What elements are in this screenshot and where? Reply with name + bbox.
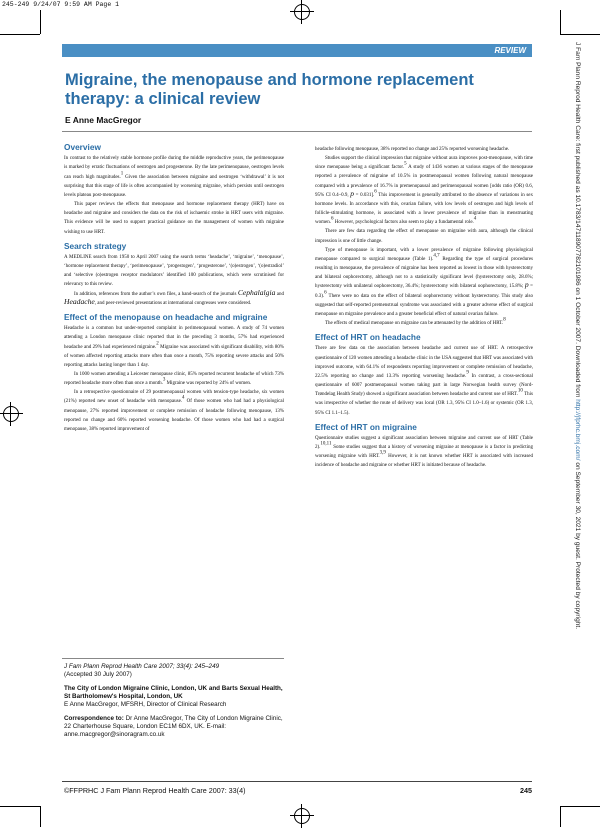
registration-mark-icon <box>3 406 19 422</box>
article-title: Migraine, the menopause and hormone replacement therapy: a clinical review <box>65 71 474 108</box>
title-divider <box>62 131 532 132</box>
text-run: Headache <box>64 296 95 306</box>
citation-ref: However, it is not known whether HRT is associated with increased incidence of headache and migraine or whether HRT is initiated because of headache. <box>315 454 533 469</box>
journal-footer: ©FFPRHC J Fam Plann Reprod Health Care 2007: 33(4) <box>64 786 246 795</box>
citation-ref: 9 <box>466 370 469 376</box>
citation-ref: This improvement is generally attributed to the absence of variations in sex hormone levels. In accordance with this, ovarian failure, with low levels of oestrogen and high levels of follicle-stimulating hormone, is associated with a lower prevalence of migraine than in menstruating women. <box>315 192 533 226</box>
footnotes <box>64 663 284 739</box>
crop-mark <box>560 34 600 35</box>
citation-ref: A MEDLINE search from 1950 to April 2007 using the search terms ‘headache’, ‘migraine’, ‘menopause’, ‘hormone replacement therapy’, ‘perimenopause’, ‘progestogen’, ‘progesterone’, ‘(o)estrogen’, ‘(o)estradiol’ and ‘selective (o)estrogen receptor modulators’ identified 100 publications, which were scrutinised for relevancy to this review. <box>64 255 284 288</box>
citation-ref: 6 <box>324 289 327 295</box>
citation-ref: However, psychological factors also seem to play a fundamental role. <box>333 220 474 226</box>
correspondence <box>64 715 284 739</box>
paragraph <box>64 288 284 306</box>
crop-mark <box>0 806 40 807</box>
author-name: E Anne MacGregor <box>65 115 142 125</box>
citation-ref: Of those women who had had a physiological menopause, 27% reported improvement or complete remission of headache following menopause, 13% reported no change and 60% reported worsening headache. Of those women who had had a surgical menopause, 38% reported improvement of <box>64 399 284 432</box>
paragraph <box>64 251 284 288</box>
journal-citation: J Fam Plann Reprod Health Care 2007; 33(4): 245–249 <box>64 663 220 670</box>
correspondence-label: Correspondence to: <box>64 715 124 722</box>
citation-ref: 4,7 <box>433 253 440 259</box>
right-column <box>315 143 533 469</box>
citation-ref: In contrast, a cross-sectional questionnaire of 6007 postmenopausal women taking part in large Norwegian health survey (Nord-Trøndelag Health Study) showed a significant association between headache and current use of HRT. <box>315 373 533 398</box>
section-heading: Overview <box>64 142 101 152</box>
section-heading: Effect of HRT on migraine <box>315 421 417 432</box>
paragraph <box>64 386 284 432</box>
citation-ref: 6 <box>330 216 334 222</box>
citation-ref: There are few data regarding the effect of menopause on migraine with aura, although the clinical impression is one of little change. <box>315 229 533 244</box>
paragraph <box>315 152 533 225</box>
crop-mark <box>560 806 600 807</box>
citation-ref: A study of 1436 women at various stages of the menopause reported a prevalence of migraine of 10.5% in postmenopausal women following natural menopause compared with a prevalence of 16.7% in premenopausal and perimenopausal women [odds ratio (OR) 0.6, 95% CI 0.4–0.9, <box>315 165 533 198</box>
crop-mark <box>40 10 41 34</box>
page-number: 245 <box>520 786 532 795</box>
citation-ref: There were no data on the effect of bilateral oophorectomy without hysterectomy. This study also suggested that self-reported premenstrual syndrome was associated with a greater adverse effect of surgical menopause on migraine prevalence and a greater beneficial effect of natural ovarian failure. <box>315 293 533 317</box>
citation-ref: = 0.031]. <box>354 192 375 198</box>
citation-ref: In 1000 women attending a Leicester menopause clinic, 85% reported recurrent headache of which 73% reported headache more often than once a month. <box>64 372 284 387</box>
citation-ref: Headache is a common but under-reported complaint in perimenopausal women. A study of 74 women attending a London menopause clinic reported that in the preceding 3 months, 57% had experienced headache and 29% had experienced migraine. <box>64 326 284 350</box>
citation-ref: headache following menopause, 38% reported no change and 25% reported worsening headache. <box>315 147 510 152</box>
section-label: REVIEW <box>62 44 532 57</box>
citation-ref: Type of menopause is important, with a lower prevalence of migraine following physiological menopause compared to surgical menopause (Table 1). <box>315 247 533 262</box>
crop-mark <box>560 10 561 34</box>
text-run: p <box>524 280 529 290</box>
paragraph <box>64 368 284 386</box>
paragraph <box>315 225 533 243</box>
text-run: Cephalalgia <box>237 287 276 297</box>
paragraph <box>64 198 284 235</box>
affiliation: The City of London Migraine Clinic, London, UK and Barts Sexual Health, St Bartholomew's Hospital, London, UK <box>64 685 283 700</box>
text-run: p <box>350 188 355 198</box>
citation-ref: Migraine was associated with significant disability, with 80% of women affected reporting attacks more often than once a month, 75% reporting severe attacks and 50% reporting attacks lasting longer than 1 day. <box>64 344 284 368</box>
citation-ref: 3,9 <box>379 450 386 456</box>
left-column <box>64 143 284 432</box>
paragraph <box>315 432 533 469</box>
citation-ref: 2 <box>156 341 159 347</box>
crop-mark <box>40 806 41 827</box>
download-notice <box>571 42 581 802</box>
bottom-divider <box>62 781 532 782</box>
citation-ref: Some studies suggest that a history of worsening migraine at menopause is a factor in predicting worsening migraine with HRT. <box>315 445 533 460</box>
paragraph <box>315 317 533 326</box>
section-heading: Search strategy <box>64 240 127 251</box>
registration-mark-icon <box>294 808 310 824</box>
citation-ref: In contrast to the relatively stable hormone profile during the middle reproductive years, the perimenopause is marked by erratic fluctuations of oestrogen and progesterone. By the late perimenopause, oestrogen levels can reach high magnitudes. <box>64 156 284 180</box>
citation-ref: Migraine was reported by 24% of women. <box>165 381 252 387</box>
citation-ref: and <box>275 291 284 297</box>
paragraph <box>64 152 284 198</box>
download-notice-text: J Fam Plann Reprod Health Care: first published as 10.1783/147118907782101986 on 1 October 2007. Downloaded from <box>574 42 581 400</box>
paragraph <box>315 342 533 415</box>
print-header: 245-249 9/24/07 9:59 AM Page 1 <box>2 1 120 8</box>
citation-ref: = 0.3). <box>315 284 533 299</box>
registration-mark-icon <box>294 4 310 20</box>
citation-ref: This paper reviews the effects that menopause and hormone replacement therapy (HRT) have on headache and migraine and considers the data on the risk of ischaemic stroke in HRT users with migraine. This evidence will be used to support practical guidance on the management of women with migraine wishing to use HRT. <box>64 202 284 235</box>
citation-ref: The effects of medical menopause on migraine can be attenuated by the addition of HRT. <box>325 320 504 326</box>
citation-ref: 4 <box>182 395 185 401</box>
citation-ref: Studies support the clinical impression that migraine without aura improves post-menopause, with time since menopause being a significant factor. <box>315 156 533 171</box>
section-heading: Effect of the menopause on headache and migraine <box>64 311 268 322</box>
paragraph <box>315 244 533 317</box>
journal-url-link[interactable]: http://jfprhc.bmj.com/ <box>574 399 581 461</box>
copyright-notice: on September 30, 2021 by guest. Protected by copyright. <box>574 460 581 630</box>
citation-ref: In a retrospective questionnaire of 29 postmenopausal women with tension-type headache, six women (21%) reported new onset of headache with menopause. <box>64 390 284 405</box>
section-heading: Effect of HRT on headache <box>315 332 421 343</box>
author-credentials: E Anne MacGregor, MFSRH, Director of Clinical Research <box>64 701 227 708</box>
citation-ref: Questionnaire studies suggest a significant association between migraine and current use of HRT (Table 2). <box>315 435 533 451</box>
citation-ref: 10 <box>517 388 523 394</box>
citation-ref: 8 <box>503 317 506 323</box>
citation-ref: 4 <box>473 216 477 222</box>
citation-ref: 1 <box>120 171 124 177</box>
paragraph <box>64 322 284 368</box>
citation-ref: In addition, references from the author’s own files, a hand-search of the journals <box>74 291 238 297</box>
citation-ref: , and peer-reviewed presentations at international congresses were considered. <box>94 300 252 306</box>
paragraph <box>315 143 533 152</box>
correspondence-address: Dr Anne MacGregor, The City of London Migraine Clinic, 22 Charterhouse Square, London EC1M 6DX, UK. E-mail: anne.macgregor@sinoragram.co.uk <box>64 715 283 738</box>
footnote-divider <box>62 658 284 659</box>
crop-mark <box>0 34 40 35</box>
citation-ref: There are few data on the association between headache and current use of HRT. A retrospective questionnaire of 120 women attending a headache clinic in the USA suggested that HRT was associated with improved outcome, with 64.1% of respondents reporting improvement or complete remission of headache, 22.5% reporting no change and 13.3% reporting worsening headache. <box>315 346 533 379</box>
citation-ref: This was irrespective of whether the route of delivery was local (OR 1.3, 95% CI 1.0–1.6) or systemic (OR 1.3, 95% CI 1.1–1.5). <box>315 392 533 416</box>
citation-ref: Given the association between migraine and oestrogen ‘withdrawal’ it is not surprising that this stage of life is often accompanied by worsening migraine, which persists until oestrogen levels plateau post-menopause. <box>64 174 284 198</box>
citation-ref: 10,11 <box>320 441 332 447</box>
citation-ref: 5 <box>404 161 407 167</box>
citation-ref: 3 <box>162 377 166 383</box>
crop-mark <box>560 806 561 827</box>
citation-ref: 6 <box>374 189 377 195</box>
citation-ref: Regarding the type of surgical procedures resulting in menopause, the prevalence of migraine has been reported as lowest in those with hysterectomy and bilateral oophorectomy, although not to a statistically significant level (hysterectomy only, 28.6%; hysterectomy with unilateral oophorectomy, 36.4%; hysterectomy with bilateral oophorectomy, 15.8%; <box>315 256 533 290</box>
accepted-date: (Accepted 30 July 2007) <box>64 671 132 678</box>
